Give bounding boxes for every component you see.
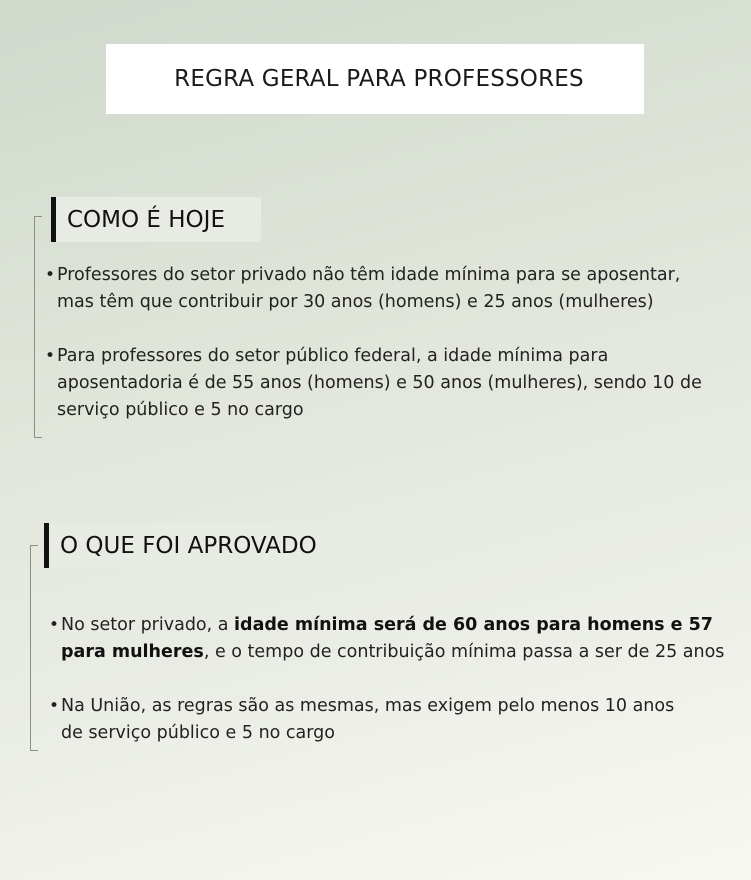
list-item bbox=[49, 693, 675, 747]
item-text-line: Para professores do setor público federal, a idade mínima para bbox=[57, 346, 609, 366]
bullet: • bbox=[45, 346, 56, 366]
section-heading-approved bbox=[44, 523, 354, 568]
item-text-line: de serviço público e 5 no cargo bbox=[61, 723, 335, 743]
section-heading-current bbox=[51, 197, 261, 242]
section-heading-text: O QUE FOI APROVADO bbox=[60, 532, 317, 559]
bullet: • bbox=[45, 265, 56, 285]
bullet: • bbox=[49, 615, 60, 635]
bullet: • bbox=[49, 696, 60, 716]
title-box bbox=[106, 44, 644, 114]
item-text-line: serviço público e 5 no cargo bbox=[57, 400, 304, 420]
page-title: REGRA GERAL PARA PROFESSORES bbox=[174, 66, 584, 92]
section-heading-text: COMO É HOJE bbox=[67, 206, 225, 233]
list-item bbox=[45, 262, 681, 316]
item-text-normal: , e o tempo de contribuição mínima passa a ser de 25 anos bbox=[203, 642, 725, 662]
item-text-normal: No setor privado, a bbox=[61, 615, 235, 635]
item-text-bold: idade mínima será de 60 anos para homens e 57 bbox=[234, 615, 713, 635]
section-bracket-approved bbox=[30, 545, 38, 751]
item-text-bold: para mulheres bbox=[61, 642, 204, 662]
list-item bbox=[49, 612, 725, 666]
list-item bbox=[45, 343, 702, 424]
item-text-line: Professores do setor privado não têm idade mínima para se aposentar, bbox=[57, 265, 681, 285]
section-bracket-current bbox=[34, 216, 42, 438]
item-text-line bbox=[61, 612, 724, 639]
item-text-line: mas têm que contribuir por 30 anos (homens) e 25 anos (mulheres) bbox=[57, 292, 654, 312]
item-text-line: Na União, as regras são as mesmas, mas exigem pelo menos 10 anos bbox=[61, 696, 675, 716]
item-text-line bbox=[61, 639, 724, 666]
item-text-line: aposentadoria é de 55 anos (homens) e 50 anos (mulheres), sendo 10 de bbox=[57, 373, 702, 393]
